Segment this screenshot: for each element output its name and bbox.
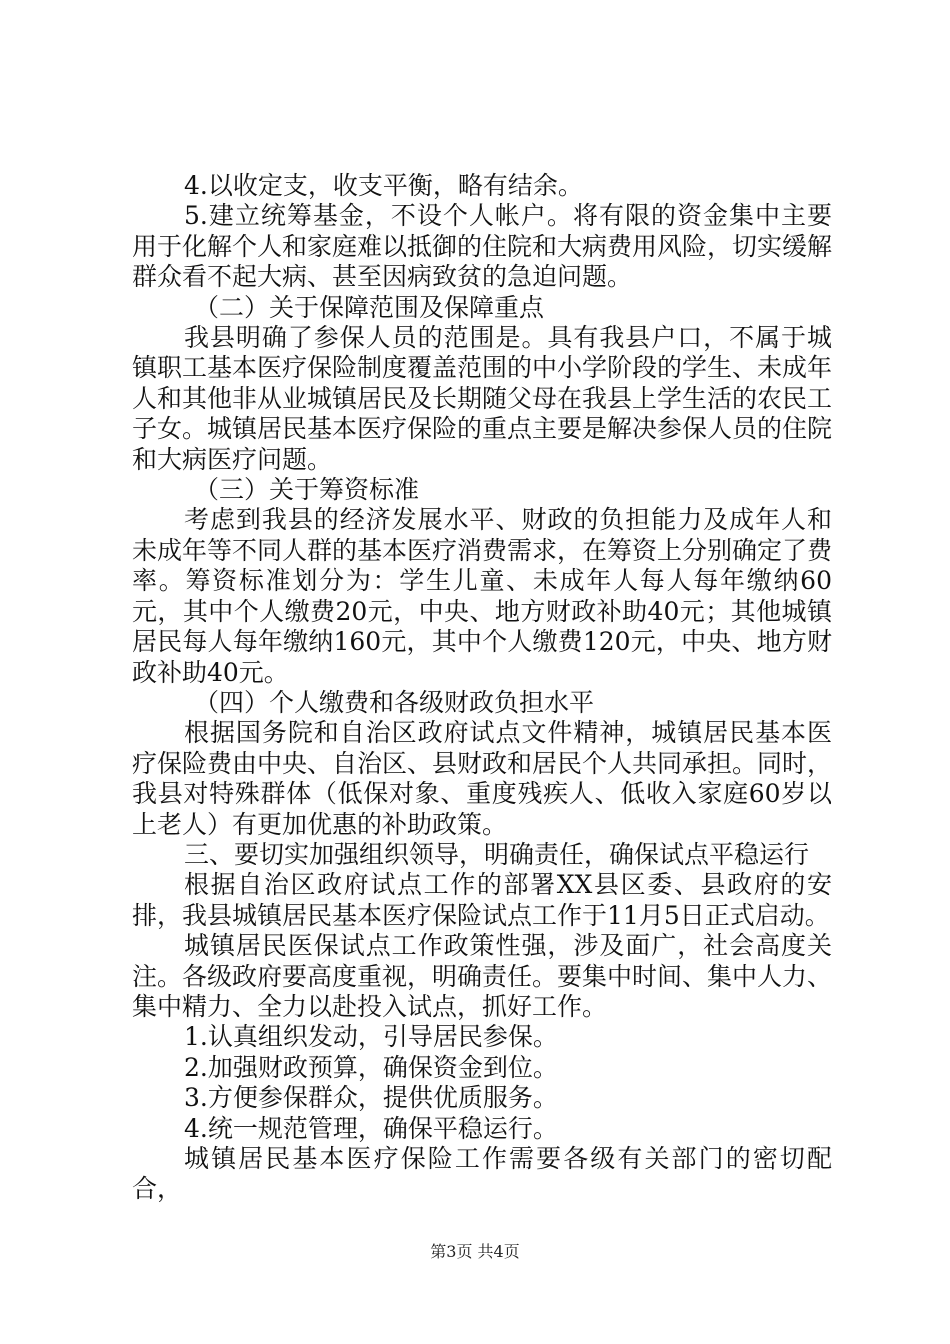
list-item-2: 2.加强财政预算，确保资金到位。 [184, 1052, 558, 1082]
paragraph-cooperation: 城镇居民基本医疗保险工作需要各级有关部门的密切配合， [132, 1144, 832, 1204]
paragraph-launch: 根据自治区政府试点工作的部署XX县区委、县政府的安排，我县城镇居民基本医疗保险试点工作于11月5日正式启动。 [132, 870, 832, 930]
paragraph-item-4: 4.以收定支，收支平衡，略有结余。 [184, 171, 583, 200]
page-number-label: 第3页 共4页 [430, 1242, 520, 1261]
document-body [132, 171, 832, 1205]
paragraph-funding: 考虑到我县的经济发展水平、财政的负担能力及成年人和未成年等不同人群的基本医疗消费需求，在筹资上分别确定了费率。筹资标准划分为：学生儿童、未成年人每人每年缴纳60元，其中个人缴费20元，中央、地方财政补助40元；其他城镇居民每人每年缴纳160元，其中个人缴费120元，中央、地方财政补助40元。 [132, 505, 833, 687]
paragraph-burden: 根据国务院和自治区政府试点文件精神，城镇居民基本医疗保险费由中央、自治区、县财政和居民个人共同承担。同时，我县对特殊群体（低保对象、重度残疾人、低收入家庭60岁以上老人）有更加优惠的补助政策。 [132, 718, 833, 839]
section-heading-burden: （四）个人缴费和各级财政负担水平 [194, 687, 595, 717]
paragraph-item-5: 5.建立统筹基金，不设个人帐户。将有限的资金集中主要用于化解个人和家庭难以抵御的住院和大病费用风险，切实缓解群众看不起大病、甚至因病致贫的急迫问题。 [132, 201, 833, 292]
page-footer [0, 1241, 950, 1263]
list-item-3: 3.方便参保群众，提供优质服务。 [184, 1083, 558, 1113]
section-heading-scope: （二）关于保障范围及保障重点 [194, 292, 545, 322]
list-item-1: 1.认真组织发动，引导居民参保。 [184, 1022, 558, 1052]
section-heading-organization: 三、要切实加强组织领导，明确责任，确保试点平稳运行 [184, 839, 810, 869]
paragraph-scope: 我县明确了参保人员的范围是。具有我县户口，不属于城镇职工基本医疗保险制度覆盖范围的中小学阶段的学生、未成年人和其他非从业城镇居民及长期随父母在我县上学生活的农民工子女。城镇居民基本医疗保险的重点主要是解决参保人员的住院和大病医疗问题。 [132, 323, 833, 474]
section-heading-funding: （三）关于筹资标准 [194, 475, 420, 505]
paragraph-policy: 城镇居民医保试点工作政策性强，涉及面广，社会高度关注。各级政府要高度重视，明确责任。要集中时间、集中人力、集中精力、全力以赴投入试点，抓好工作。 [132, 931, 833, 1021]
list-item-4: 4.统一规范管理，确保平稳运行。 [184, 1113, 558, 1143]
